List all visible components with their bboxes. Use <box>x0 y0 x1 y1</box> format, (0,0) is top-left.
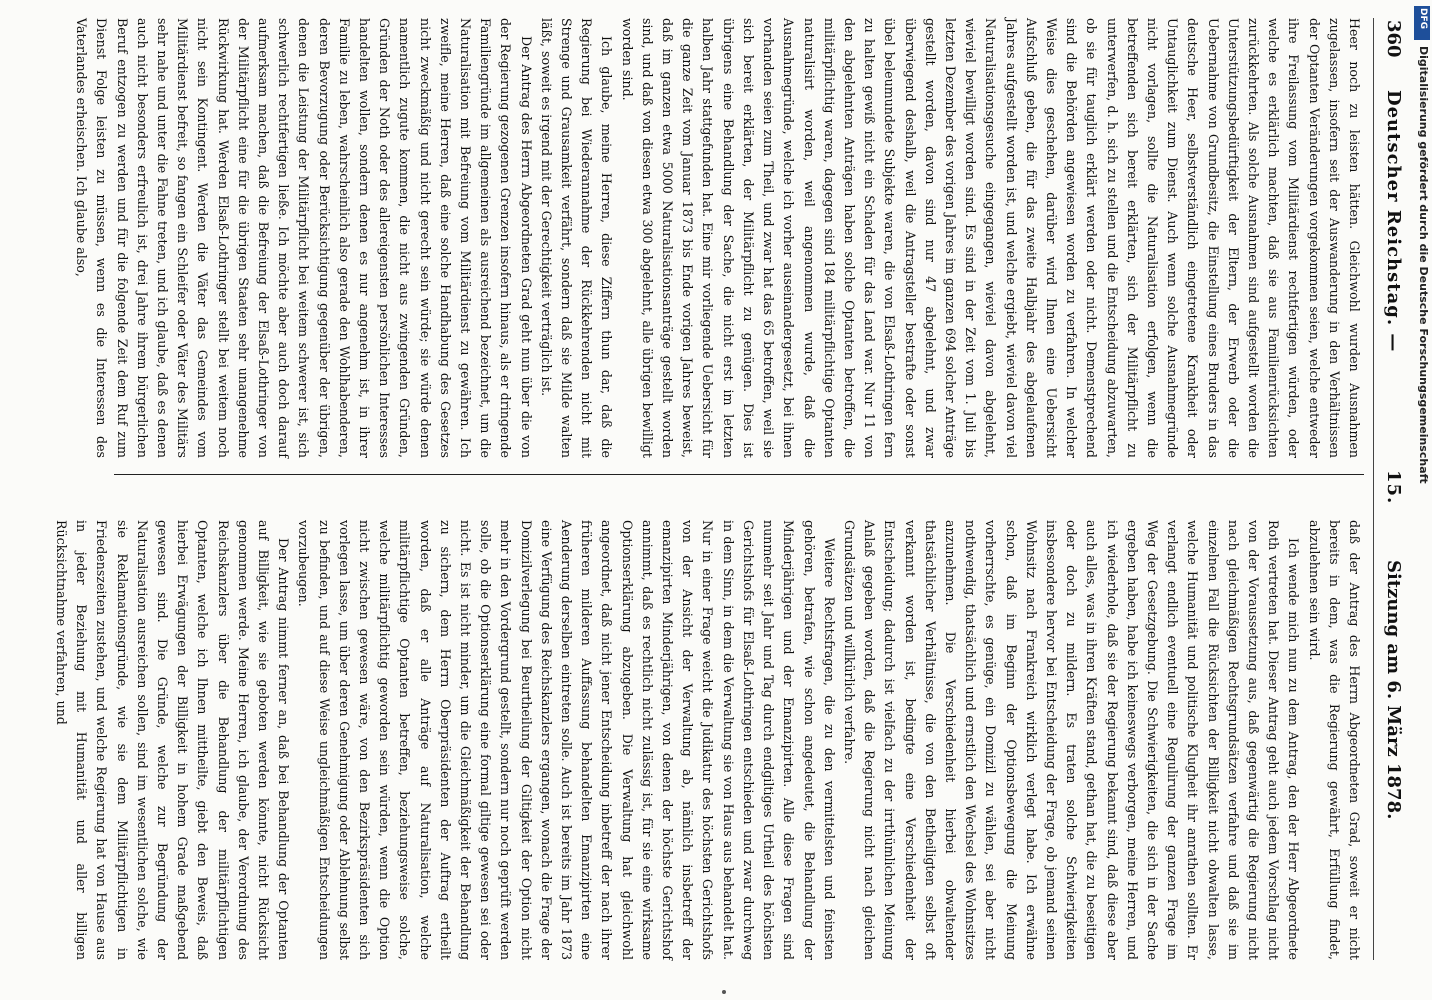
paragraph: Weitere Rechtsfragen, die zu den vermittelsten und feinsten gehören, betrafen, wie schon angedeutet, die Behandlung der Minderjährigen und der Emanzipirten. Alle diese Fragen sind nunmehr seit Jahr und Tag durch endgiltiges Urtheil des höchsten Gerichtshofs für Elsaß-Lothringen entschieden und zwar durchweg in dem Sinn, in dem die Verwaltung sie von Haus aus behandelt hat. Nur in einer Frage weicht die Judikatur des höchsten Gerichtshofs von der Ansicht der Verwaltung ab, nämlich insbetreff der emanzipirten Minderjährigen, von denen der höchste Gerichtshof annimmt, daß es rechtlich nicht zulässig ist, für sie eine wirksame Optionserklärung abzugeben. Die Verwaltung hat gleichwohl angeordnet, daß nicht jener Entscheidung inbetreff der nach ihrer früheren milderen Auffassung behandelten Emanzipirten eine Aenderung derselben eintreten solle. Auch ist bereits im Jahr 1873 eine Verfügung des Reichskanzlers ergangen, wonach die Frage der Domizilverlegung bei Beurtheilung der Giltigkeit der Option nicht mehr in den Vordergrund gestellt, sondern nur noch geprüft werden solle, ob die Optionserklärung eine formal giltige gewesen sei oder nicht. Es ist nicht minder, um die Gleichmäßigkeit der Behandlung zu sichern, dem Herrn Oberpräsidenten der Auftrag ertheilt worden, daß er alle Anträge auf Naturalisation, welche militärpflichtige Optanten betreffen, beziehungsweise solche, welche militärpflichtig geworden sein würden, wenn die Option nicht zwischen gewesen wäre, von den Bezirkspräsidenten sich vorlegen lasse, um über deren Genehmigung oder Ablehnung selbst zu befinden, und auf diese Weise ungleichmäßigen Entscheidungen vorzubeugen. <box>296 520 837 960</box>
header-title-left: Deutscher Reichstag. — <box>1383 90 1404 353</box>
page-number: 360 <box>1383 20 1404 58</box>
paragraph: Ich glaube, meine Herren, diese Ziffern thun dar, daß die Regierung bei Wiederannahme der Rückkehrenden nicht mit Strenge und Grausamkeit verfährt, sondern daß sie Milde walten läßt, soweit es irgend mit der Gerechtigkeit verträglich ist. <box>538 18 615 458</box>
left-column <box>74 18 1364 458</box>
header-title-right: Sitzung am 6. März 1878. <box>1383 560 1404 820</box>
digitization-credit <box>1412 46 1430 866</box>
header-rule <box>1373 18 1374 960</box>
paragraph: daß der Antrag des Herrn Abgeordneten Grad, soweit er nicht bereits in dem, was die Regierung gewährt, Erfüllung findet, abzulehnen sein wird. <box>1306 520 1362 960</box>
dfg-logo <box>1414 6 1430 40</box>
credit-text: Digitalisierung gefördert durch die Deutsche Forschungsgemeinschaft <box>1417 46 1430 484</box>
paragraph: Der Antrag nimmt ferner an, daß bei Behandlung der Optanten auf Billigkeit, wie sie geboten werden könnte, nicht Rücksicht genommen werde. Meine Herren, ich glaube, der Verordnung des Reichskanzlers über die Behandlung der militärpflichtigen Optanten, welche ich Ihnen mittheilte, giebt den Beweis, daß hierbei Erwägungen der Billigkeit in hohem Grade maßgebend gewesen sind. Die Gründe, welche zur Begründung der Naturalisation ausreichen sollen, sind im wesentlichen solche, wie sie Reklamationsgründe, wie sie dem Militärpflichtigen in Friedenszeiten zustehen, und welche Regierung hat von Hause aus in jeder Beziehung mit Humanität und aller billigen Rücksichtnahme verfahren, und <box>54 520 292 960</box>
paragraph: Der Antrag des Herrn Abgeordneten Grad geht nun über die von der Regierung gezogenen Grenzen insofern hinaus, als er dringende Familiengründe im allgemeinen als ausreichend bezeichnet, um die Naturalisation mit Befreiung vom Militärdienst zu gewähren. Ich zweifle, meine Herren, daß eine solche Handhabung des Gesetzes nicht zweckmäßig und nicht gerecht sein würde; sie würde denen namentlich zugute kommen, die nicht aus zwingenden Gründen, Gründen der Noth oder des allereigensten persönlichen Interesses handelten wollen, sondern denen es nur angenehm ist, in ihrer Familie zu leben, wahrscheinlich also gerade den Wohlhabenderen, deren Bevorzugung oder Berücksichtigung gegenüber der übrigen, denen die Leistung der Militärpflicht bei weitem schwerer ist, sich schwerlich rechtfertigen ließe. Ich möchte aber auch doch darauf aufmerksam machen, daß die Befreiung der Elsaß-Lothringer von der Militärpflicht eine für die übrigen Staaten sehr unangenehme Rückwirkung hat. Werden Elsaß-Lothringer stellt bei weitem noch nicht sein Kontingent. Werden die Väter das Gemeindes vom Militärdienst befreit, so fangen ein Schleifer oder Väter des Militärs sehr nahe und unter die Fahne treten, und ich glaube, daß es denen auch nicht besonders erfreulich ist, drei Jahre ihrem bürgerlichen Beruf entzogen zu werden und für die folgende Zeit dem Ruf zum Dienst Folge leisten zu müssen, wenn es die Interessen des Vaterlandes erheischen. Ich glaube also, <box>74 18 534 458</box>
scan-speck <box>722 990 726 994</box>
right-column <box>54 520 1364 960</box>
paragraph: Heer noch zu leisten hätten. Gleichwohl wurden Ausnahmen zugelassen, insofern seit der Auswanderung in den Verhältnissen der Optanten Veränderungen vorgekommen seien, welche entweder ihre Freilassung vom Militärdienst rechtfertigen würden, oder welche es erklärlich machten, daß sie aus Familienrücksichten zurückkehrten. Als solche Ausnahmen sind aufgestellt worden die Unterstützungsbedürftigkeit der Eltern, der Erwerb oder die Uebernahme von Grundbesitz, die Einstellung eines Bruders in das deutsche Heer, selbstverständlich eingetretene Krankheit oder Untauglichkeit zum Dienst. Auch wenn solche Ausnahmegründe nicht vorlagen, sollte die Naturalisation erfolgen, wenn die betreffenden sich bereit erklärten, sich der Militärpflicht zu unterwerfen, d. h. sich zu stellen und die Entscheidung abzuwarten, ob sie für tauglich erklärt werden oder nicht. Demenstprechend sind die Behörden angewiesen worden zu verfahren. In welcher Weise dies geschehen, darüber wird Ihnen eine Uebersicht Aufschluß geben, die für das zweite Halbjahr des abgelaufenen Jahres aufgestellt worden ist, und welche ergiebt, wieviel davon viel Naturalisationsgesuche eingegangen, wieviel davon abgelehnt, wieviel bewilligt worden sind. Es sind in der Zeit vom 1. Juli bis letzten Dezember des vorigen Jahres im ganzen 694 solcher Anträge gestellt worden, davon sind nur 47 abgelehnt, und zwar überwiegend deshalb, weil die Antragsteller bestrafte oder sonst übel beleumundete Subjekte waren, die von Elsaß-Lothringen fern zu halten gewiß nicht ein Schaden für das Land war. Nur 11 von den abgelehnten Anträgen haben solche Optanten betroffen, die militärpflichtig waren, dagegen sind 184 militärpflichtige Optanten naturalisirt worden, weil angenommen wurde, daß die Ausnahmegründe, welche ich vorher auseinandergesetzt, bei ihnen vorhanden seien zum Theil, und zwar hat das 65 betroffen, weil sie sich bereit erklärten, der Militärpflicht zu genügen. Dies ist übrigens eine Behandlung der Sache, die nicht erst im letzten halben Jahr stattgefunden hat. Eine mir vorliegende Uebersicht für die ganze Zeit vom Januar 1873 bis Ende vorigen Jahres beweist, daß im ganzen etwa 5000 Naturalisationsanträge gestellt worden sind, und daß von diesen etwa 300 abgelehnt, alle übrigen bewilligt worden sind. <box>619 18 1362 458</box>
dfg-logo-text: DFG <box>1418 8 1428 30</box>
column-divider <box>114 474 1364 475</box>
paragraph: Ich wende mich nun zu dem Antrag, den der Herr Abgeordnete Roth vertreten hat. Dieser Antrag geht auch jedem Vorschlag nicht von der Voraussetzung aus, daß gegenwärtig die Regierung nicht nach gleichmäßigen Rechtsgrundsätzen verfahre und daß sie im einzelnen Fall die Rücksichten der Billigkeit nicht obwalten lasse, welche Humanität und politische Klugheit ihr anrathen sollten. Er verlangt endlich eventuell eine Regulirung der ganzen Frage im Weg der Gesetzgebung. Die Schwierigkeiten, die sich in der Sache ergeben haben, habe ich keineswegs verborgen, meine Herren, und ich wiederhole, daß sie der Regierung bekannt sind, daß diese aber auch alles, was in ihren Kräften stand, gethan hat, die zu beseitigen oder doch zu mildern. Es traten solche Schwierigkeiten insbesondere hervor bei Entscheidung der Frage, ob jemand seinen Wohnsitz nach Frankreich wirklich verlegt habe. Ich erwähne schon, daß im Beginn der Optionsbewegung die Meinung vorherrschte, es genüge, ein Domizil zu wählen, sei aber nicht nothwendig, thatsächlich und ernstlich den Wechsel des Wohnsitzes anzunehmen. Die Verschiedenheit hierbei obwaltender thatsächlicher Verhältnisse, die von den Betheiligten selbst oft verkannt worden ist, bedingte eine Verschiedenheit der Entscheidung; dadurch ist vielfach zu der irrthümlichen Meinung Anlaß gegeben worden, daß die Regierung nicht nach gleichen Grundsätzen und willkürlich verfahre. <box>841 520 1302 960</box>
header-session-number: 15. <box>1383 470 1404 505</box>
rotated-page-content <box>50 0 1410 1000</box>
running-header <box>1370 0 1410 1000</box>
